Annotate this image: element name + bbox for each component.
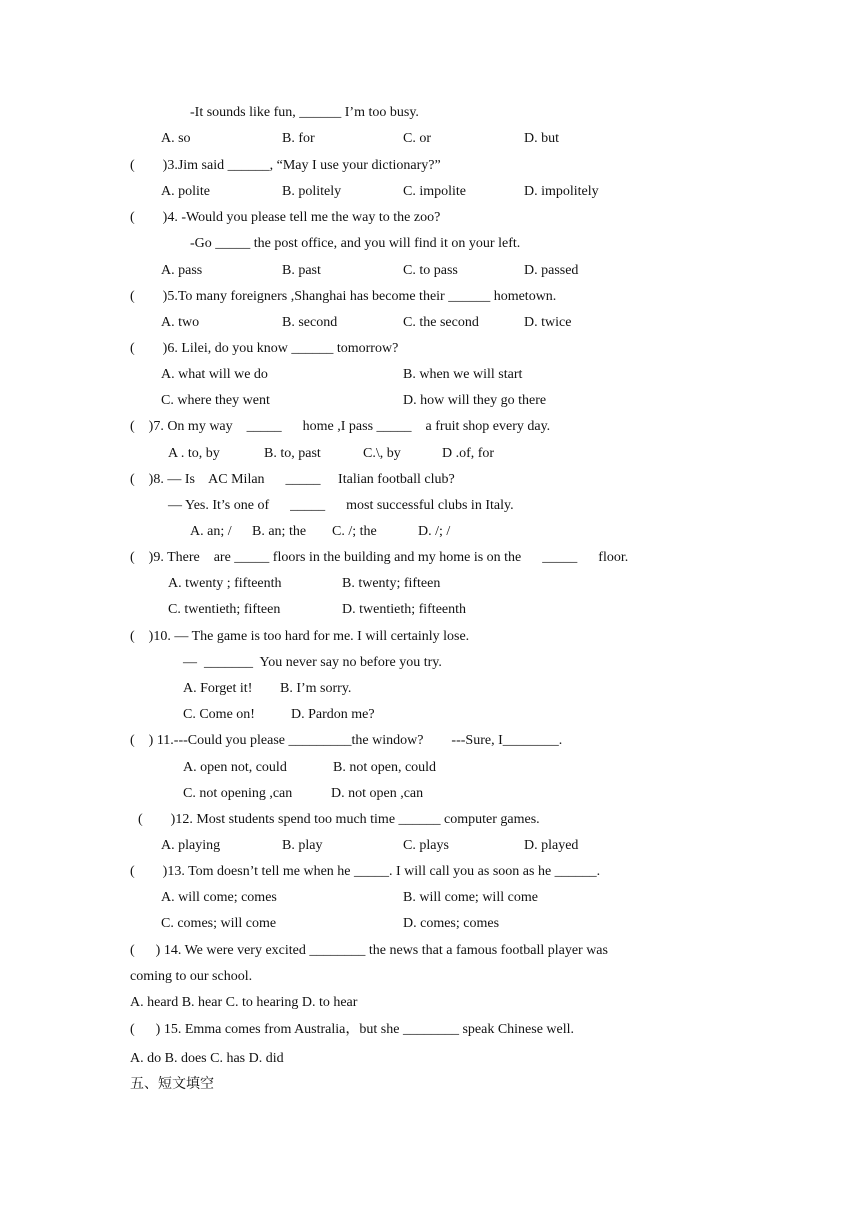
q10-option-d: D. Pardon me?: [291, 707, 375, 722]
q8-option-b: B. an; the: [252, 524, 307, 539]
q14-options: A. heard B. hear C. to hearing D. to hear: [130, 995, 358, 1010]
q11-option-d: D. not open ,can: [331, 786, 424, 801]
q3-option-c: C. impolite: [403, 184, 466, 199]
q9-option-b: B. twenty; fifteen: [342, 576, 441, 591]
question-8-response: — Yes. It’s one of _____ most successful clubs in Italy.: [168, 498, 514, 513]
q3-option-d: D. impolitely: [524, 184, 599, 199]
q8-option-a: A. an; /: [190, 524, 232, 539]
q3-option-b: B. politely: [282, 184, 342, 199]
q2-option-a: A. so: [161, 131, 191, 146]
q4-option-d: D. passed: [524, 263, 579, 278]
q5-option-a: A. two: [161, 315, 200, 330]
q5-option-b: B. second: [282, 315, 338, 330]
q11-option-a: A. open not, could: [183, 760, 287, 775]
question-13: ( )13. Tom doesn’t tell me when he _____. I will call you as soon as he ______.: [130, 864, 601, 879]
q11-option-b: B. not open, could: [333, 760, 437, 775]
question-4-response: -Go _____ the post office, and you will find it on your left.: [190, 236, 521, 251]
question-2-response: -It sounds like fun, ______ I’m too busy.: [190, 105, 419, 120]
q10-option-b: B. I’m sorry.: [280, 681, 352, 696]
q10-option-c: C. Come on!: [183, 707, 255, 722]
q13-option-d: D. comes; comes: [403, 916, 500, 931]
q12-option-d: D. played: [524, 838, 579, 853]
q12-option-c: C. plays: [403, 838, 449, 853]
q15-options: A. do B. does C. has D. did: [130, 1051, 284, 1066]
question-10: ( )10. — The game is too hard for me. I will certainly lose.: [130, 629, 470, 644]
q4-option-a: A. pass: [161, 263, 203, 278]
q11-option-c: C. not opening ,can: [183, 786, 293, 801]
q12-option-a: A. playing: [161, 838, 221, 853]
q12-option-b: B. play: [282, 838, 323, 853]
question-14-continuation: coming to our school.: [130, 969, 253, 984]
question-14: ( ) 14. We were very excited ________ the news that a famous football player was: [130, 943, 608, 958]
q2-option-d: D. but: [524, 131, 559, 146]
q4-option-b: B. past: [282, 263, 321, 278]
q5-option-d: D. twice: [524, 315, 572, 330]
question-9: ( )9. There are _____ floors in the building and my home is on the _____ floor.: [130, 550, 629, 565]
question-4: ( )4. -Would you please tell me the way to the zoo?: [130, 210, 441, 225]
q8-option-d: D. /; /: [418, 524, 451, 539]
question-10-response: — _______ You never say no before you try.: [183, 655, 442, 670]
q10-option-a: A. Forget it!: [183, 681, 253, 696]
question-12: ( )12. Most students spend too much time ______ computer games.: [138, 812, 540, 827]
question-7: ( )7. On my way _____ home ,I pass _____ a fruit shop every day.: [130, 419, 551, 434]
q6-option-d: D. how will they go there: [403, 393, 547, 408]
q5-option-c: C. the second: [403, 315, 479, 330]
q3-option-a: A. polite: [161, 184, 210, 199]
question-8: ( )8. — Is AC Milan _____ Italian football club?: [130, 472, 455, 487]
q6-option-a: A. what will we do: [161, 367, 268, 382]
q7-option-d: D .of, for: [442, 446, 495, 461]
question-6: ( )6. Lilei, do you know ______ tomorrow?: [130, 341, 399, 356]
q2-option-c: C. or: [403, 131, 431, 146]
question-11: ( ) 11.---Could you please _________the window? ---Sure, I________.: [130, 733, 563, 748]
q9-option-c: C. twentieth; fifteen: [168, 602, 281, 617]
q7-option-a: A . to, by: [168, 446, 220, 461]
section-heading: 五、短文填空: [130, 1077, 214, 1092]
q13-option-a: A. will come; comes: [161, 890, 277, 905]
q2-option-b: B. for: [282, 131, 315, 146]
question-5: ( )5.To many foreigners ,Shanghai has become their ______ hometown.: [130, 289, 557, 304]
q8-option-c: C. /; the: [332, 524, 377, 539]
question-15: ( ) 15. Emma comes from Australia，but she ________ speak Chinese well.: [130, 1022, 575, 1037]
q6-option-c: C. where they went: [161, 393, 270, 408]
q6-option-b: B. when we will start: [403, 367, 523, 382]
q7-option-b: B. to, past: [264, 446, 321, 461]
q9-option-d: D. twentieth; fifteenth: [342, 602, 467, 617]
question-3: ( )3.Jim said ______, “May I use your dictionary?”: [130, 158, 441, 173]
q7-option-c: C.\, by: [363, 446, 401, 461]
q9-option-a: A. twenty ; fifteenth: [168, 576, 282, 591]
q4-option-c: C. to pass: [403, 263, 458, 278]
q13-option-b: B. will come; will come: [403, 890, 538, 905]
q13-option-c: C. comes; will come: [161, 916, 277, 931]
